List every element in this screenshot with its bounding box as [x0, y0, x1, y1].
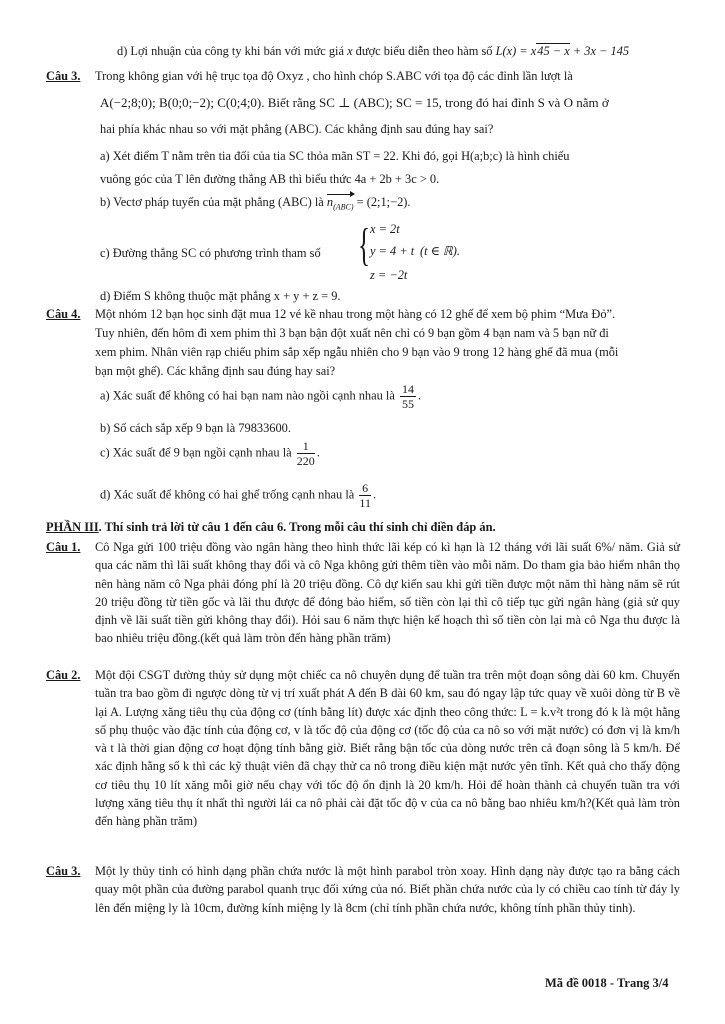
question-label: Câu 3. — [46, 69, 81, 83]
question-text: Cô Nga gửi 100 triệu đồng vào ngân hàng theo hình thức lãi kép có kì hạn là 12 tháng với lãi suất 6%/ năm. Giả sử qua các năm thì lãi suất không thay đổi và cô Nga không gửi thêm tiền vào mỗi năm. Do tham gia bảo hiểm nhân thọ nên hàng năm cô Nga phải đóng phí là 20 triệu đồng. Cô dự kiến sau khi gửi tiền được một năm thì hàng năm sẽ rút 20 triệu đồng từ tiền gốc và lãi thu được để đóng bảo hiểm, số tiền còn lại thì cô tiếp tục gửi ngân hàng (giả sử quy định về lãi suất tiền gửi không thay đổi). Hỏi sau 6 năm thực hiện kế hoạch thì số tiền còn lại mà cô Nga thu được là bao nhiêu triệu đồng.(kết quả làm tròn đến hàng phần trăm) — [95, 540, 680, 646]
section-heading — [46, 521, 496, 533]
parameter-domain: (t ∈ ℝ). — [420, 244, 460, 258]
system-brace: { — [358, 219, 371, 270]
vector-subscript: (ABC) — [333, 202, 354, 212]
normal-vector — [327, 196, 354, 211]
section-label: PHẦN III — [46, 520, 99, 534]
statement-d: d) Điểm S không thuộc mặt phẳng x + y + z = 9. — [100, 289, 341, 303]
fraction — [400, 383, 416, 410]
page-footer: Mã đề 0018 - Trang 3/4 — [545, 976, 669, 990]
denominator: 55 — [401, 397, 414, 411]
statement-b: b) Số cách sắp xếp 9 bạn là 79833600. — [100, 421, 291, 435]
question-text: Một nhóm 12 bạn học sinh đặt mua 12 vé kề nhau trong một hàng có 12 ghế để xem bộ phim “Mưa Đỏ”. — [95, 307, 616, 321]
numerator: 1 — [297, 440, 315, 454]
equation-y: y = 4 + t — [370, 244, 415, 258]
question-text: bạn một ghế). Các khẳng định sau đúng hay sai? — [95, 364, 336, 378]
statement-c: c) Xác suất để 9 bạn ngồi cạnh nhau là $\frac{1}{220}$ . — [100, 439, 320, 468]
question-text: Tuy nhiên, đến hôm đi xem phim thì 3 bạn bận đột xuất nên chỉ có 9 bạn gồm 4 bạn nam và 5 bạn nữ đi — [95, 326, 609, 340]
fraction — [359, 482, 371, 509]
equation-z: z = −2t — [370, 268, 408, 282]
item-text: d) Lợi nhuận của công ty khi bán với mức giá — [117, 44, 348, 58]
statement-text: a) Xác suất để không có hai bạn nam nào ngồi cạnh nhau là — [100, 388, 395, 403]
denominator: 220 — [296, 454, 315, 468]
fraction — [297, 440, 315, 467]
question-text: hai phía khác nhau so với mặt phẳng (ABC). Các khẳng định sau đúng hay sai? — [100, 122, 494, 136]
item-text: được biểu diễn theo hàm số — [352, 44, 496, 58]
numerator: 6 — [359, 482, 371, 496]
formula: + 3x − 145 — [569, 44, 630, 58]
denominator: 11 — [359, 496, 371, 510]
question-text: Một ly thủy tinh có hình dạng phần chứa nước là một hình parabol tròn xoay. Hình dạng này được tạo ra bằng cách quay một phần của đường parabol quanh trục đối xứng của nó. Biết phần chứa nước của ly có chiều cao tính từ đáy ly lên đến miệng ly là 10cm, đường kính miệng ly là 8cm (chỉ tính phần chứa nước, không tính phần thủy tinh). — [95, 864, 680, 915]
statement-a: a) Xác suất để không có hai bạn nam nào ngồi cạnh nhau là $\frac{14}{55}$ . — [100, 382, 422, 411]
question-text: xem phim. Nhân viên rạp chiếu phim sắp xếp ngẫu nhiên cho 9 bạn vào 9 trong 12 hàng ghế đã mua (mỗi — [95, 345, 619, 359]
variable: x — [347, 44, 353, 58]
section-instructions: . Thí sinh trả lời từ câu 1 đến câu 6. Trong mỗi câu thí sinh chỉ điền đáp án. — [98, 520, 496, 534]
formula-sqrt: 45 − x — [537, 44, 570, 58]
statement-d: d) Xác suất để không có hai ghế trống cạnh nhau là $\frac{6}{11}$ . — [100, 481, 377, 510]
question-label: Câu 2. — [46, 668, 81, 682]
statement-text: d) Xác suất để không có hai ghế trống cạnh nhau là — [100, 487, 355, 502]
statement-text: c) Xác suất để 9 bạn ngồi cạnh nhau là — [100, 445, 292, 460]
formula: L(x) = x — [495, 44, 537, 58]
vector-symbol: n — [326, 195, 334, 209]
question-text: Trong không gian với hệ trục tọa độ Oxyz , cho hình chóp S.ABC với tọa độ các đỉnh lần lượt là — [95, 69, 573, 83]
question-label: Câu 1. — [46, 540, 81, 554]
question-label: Câu 3. — [46, 864, 81, 878]
question-label: Câu 4. — [46, 307, 81, 321]
vector-value: = (2;1;−2). — [353, 195, 411, 209]
prev-question-item-d — [117, 45, 629, 57]
numerator: 14 — [401, 382, 414, 396]
equation-x: x = 2t — [370, 222, 400, 236]
statement-c: c) Đường thẳng SC có phương trình tham số — [100, 246, 321, 260]
statement-a-cont: vuông góc của T lên đường thẳng AB thì biểu thức 4a + 2b + 3c > 0. — [100, 172, 440, 186]
question-text: Một đội CSGT đường thủy sử dụng một chiếc ca nô chuyên dụng để tuần tra trên một đoạn sông dài 60 km. Chuyến tuần tra bao gồm đi ngược dòng từ vị trí xuất phát A đến B dài 60 km, sau đó ngay lập tức quay về xuôi dòng từ B về lại A. Lượng xăng tiêu thụ của động cơ (tính bằng lít) được xác định theo công thức: L = k.v²t trong đó k là một hằng số phụ thuộc vào đặc tính của động cơ, v là tốc độ của động cơ (tốc độ của ca nô so với mặt nước) có đơn vị là km/h và t là thời gian động cơ hoạt động tính bằng giờ. Biết rằng bận tốc của dòng nước trên cả đoạn sông là 5 km/h. Để xác định hằng số k thì các kỹ thuật viên đã chạy thử ca nô trong điều kiện mặt nước yên tĩnh. Kết quả cho thấy động cơ tiêu thụ 10 lít xăng mỗi giờ nếu chạy với tốc độ ổn định là 20 km/h. Hỏi để hoàn thành cả chuyến tuần tra với lượng xăng tiêu thụ ít nhất thì người lái ca nô phải cài đặt tốc độ v của ca nô bằng bao nhiêu km/h?(Kết quả làm tròn đến hàng phần trăm) — [95, 668, 680, 829]
statement-b — [100, 196, 411, 211]
statement-a: a) Xét điểm T nằm trên tia đối của tia SC thỏa mãn ST = 22. Khi đó, gọi H(a;b;c) là hình chiếu — [100, 149, 570, 163]
statement-text: b) Vectơ pháp tuyến của mặt phẳng (ABC) là — [100, 195, 327, 209]
question-text: A(−2;8;0); B(0;0;−2); C(0;4;0). Biết rằng SC ⊥ (ABC); SC = 15, trong đó hai đỉnh S và O nằm ở — [100, 95, 609, 110]
